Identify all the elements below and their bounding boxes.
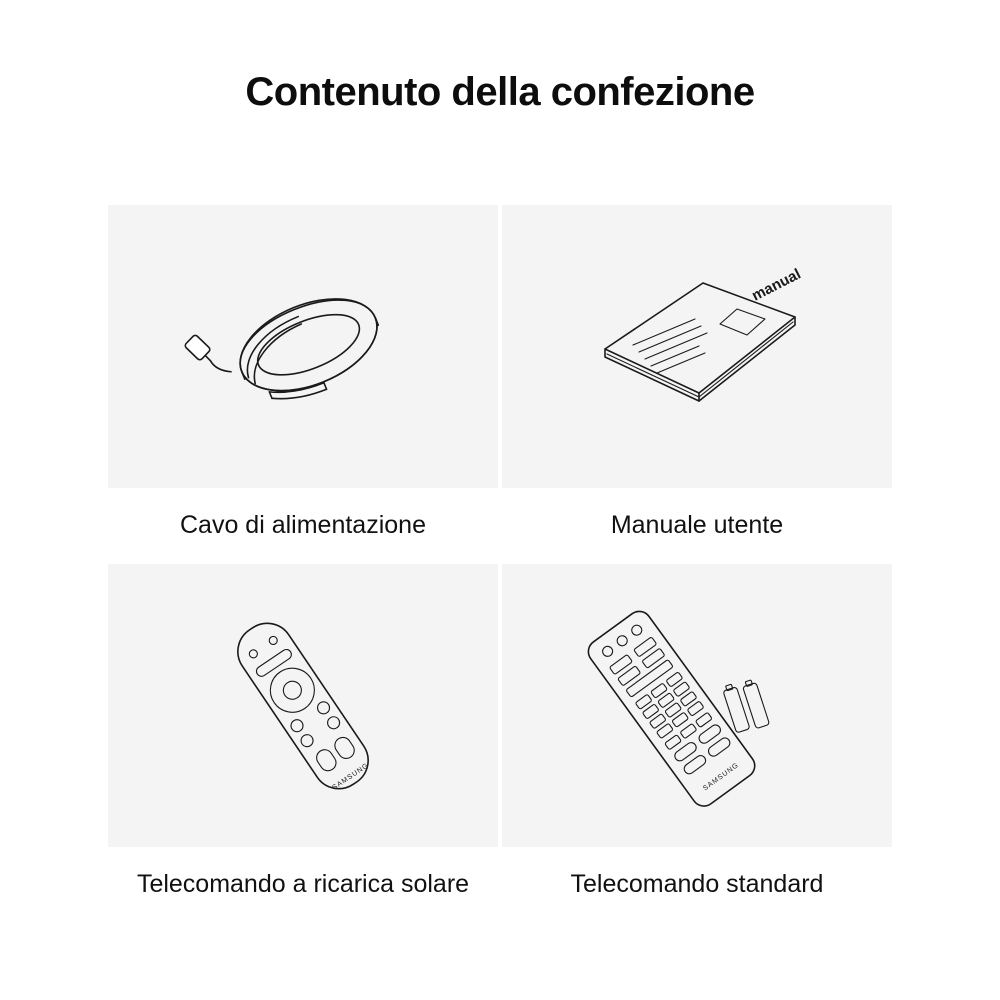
power-cable-icon [163, 247, 443, 447]
user-manual-thumbnail [502, 205, 892, 488]
package-item-standard-remote [502, 564, 892, 923]
package-item-caption: Telecomando a ricarica solare [136, 870, 470, 898]
manual-cover-text: manual [749, 265, 804, 305]
solar-remote-thumbnail [108, 564, 498, 847]
package-item-solar-remote [108, 564, 498, 923]
standard-remote-brand-text: SAMSUNG [702, 761, 741, 792]
power-cable-thumbnail [108, 205, 498, 488]
package-item-user-manual [502, 205, 892, 564]
user-manual-icon [567, 247, 827, 447]
package-item-power-cable [108, 205, 498, 564]
standard-remote-thumbnail [502, 564, 892, 847]
solar-remote-icon [183, 601, 423, 811]
package-item-caption: Telecomando standard [570, 870, 824, 898]
solar-remote-brand-text: SAMSUNG [331, 761, 371, 792]
standard-remote-icon [557, 601, 837, 811]
package-contents-grid [108, 205, 892, 923]
page-title: Contenuto della confezione [245, 70, 755, 114]
package-item-caption: Cavo di alimentazione [180, 511, 426, 539]
package-item-caption: Manuale utente [610, 511, 784, 539]
